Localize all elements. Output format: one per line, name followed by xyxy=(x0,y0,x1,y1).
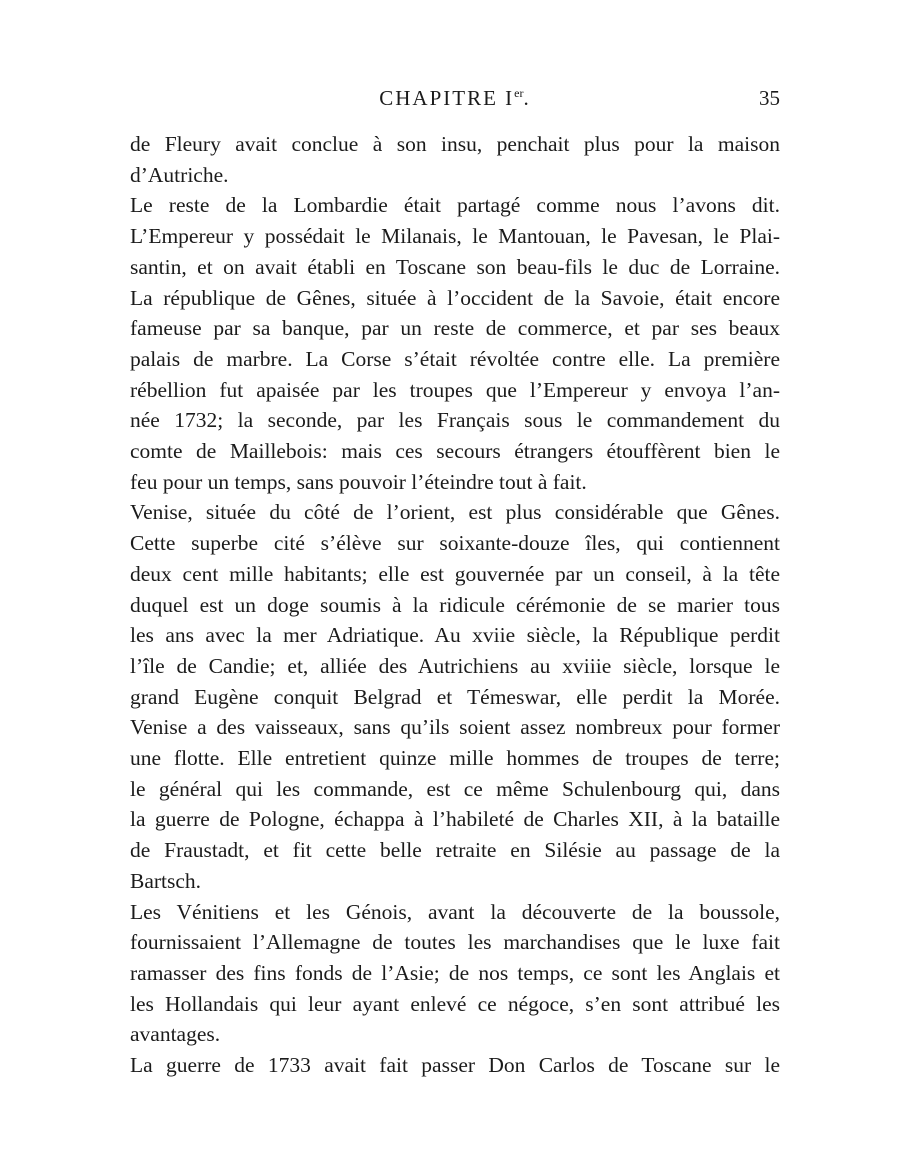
paragraph xyxy=(130,897,780,1051)
text-line: les Hollandais qui leur ayant enlevé ce négoce, s’en sont attribué les xyxy=(130,991,780,1016)
text-line: rébellion fut apaisée par les troupes que l’Empereur y envoya l’an- xyxy=(130,377,780,402)
running-head-superscript: er xyxy=(514,86,524,100)
text-line: comte de Maillebois: mais ces secours étrangers étouffèrent bien le xyxy=(130,439,780,464)
text-line: grand Eugène conquit Belgrad et Témeswar, elle perdit la Morée. xyxy=(130,684,780,709)
paragraph xyxy=(130,1050,780,1081)
text-line: une flotte. Elle entretient quinze mille hommes de troupes de terre; xyxy=(130,746,780,771)
text-line: fournissaient l’Allemagne de toutes les marchandises que le luxe fait xyxy=(130,930,780,955)
text-line: Venise a des vaisseaux, sans qu’ils soient assez nombreux pour former xyxy=(130,715,780,740)
text-line: fameuse par sa banque, par un reste de commerce, et par ses beaux xyxy=(130,316,780,341)
text-line: duquel est un doge soumis à la ridicule cérémonie de se marier tous xyxy=(130,592,780,617)
text-line: de Fraustadt, et fit cette belle retraite en Silésie au passage de la xyxy=(130,838,780,863)
text-line: Le reste de la Lombardie était partagé comme nous l’avons dit. xyxy=(130,193,780,218)
running-head-dot: . xyxy=(523,86,531,110)
text-line: la guerre de Pologne, échappa à l’habileté de Charles XII, à la bataille xyxy=(130,807,780,832)
text-line: La république de Gênes, située à l’occident de la Savoie, était encore xyxy=(130,285,780,310)
text-line: ramasser des fins fonds de l’Asie; de nos temps, ce sont les Anglais et xyxy=(130,960,780,985)
text-line: Bartsch. xyxy=(130,868,202,893)
text-line: Cette superbe cité s’élève sur soixante-douze îles, qui contiennent xyxy=(130,531,780,556)
text-line: de Fleury avait conclue à son insu, penchait plus pour la maison xyxy=(130,132,780,156)
text-line: d’Autriche. xyxy=(130,162,229,187)
text-line: avantages. xyxy=(130,1022,221,1047)
page-header xyxy=(130,86,780,118)
paragraph xyxy=(130,129,780,190)
text-line: les ans avec la mer Adriatique. Au xviie siècle, la République perdit xyxy=(130,623,780,648)
running-head-text: CHAPITRE I xyxy=(379,86,515,110)
text-line: La guerre de 1733 avait fait passer Don Carlos de Toscane sur le xyxy=(130,1053,780,1078)
text-line: palais de marbre. La Corse s’était révoltée contre elle. La première xyxy=(130,346,780,371)
text-line: deux cent mille habitants; elle est gouvernée par un conseil, à la tête xyxy=(130,561,780,586)
running-head xyxy=(130,86,780,111)
paragraph xyxy=(130,497,780,896)
text-line: Venise, située du côté de l’orient, est plus considérable que Gênes. xyxy=(130,500,780,525)
text-line: L’Empereur y possédait le Milanais, le Mantouan, le Pavesan, le Plai- xyxy=(130,224,780,249)
text-line: née 1732; la seconde, par les Français sous le commandement du xyxy=(130,408,780,433)
body-text xyxy=(130,129,780,1081)
text-line: santin, et on avait établi en Toscane son beau-fils le duc de Lorraine. xyxy=(130,254,780,279)
paragraph xyxy=(130,190,780,497)
text-line: le général qui les commande, est ce même Schulenbourg qui, dans xyxy=(130,776,780,801)
text-line: feu pour un temps, sans pouvoir l’éteindre tout à fait. xyxy=(130,469,587,494)
text-line: l’île de Candie; et, alliée des Autrichiens au xviiie siècle, lorsque le xyxy=(130,653,780,678)
text-line: Les Vénitiens et les Génois, avant la découverte de la boussole, xyxy=(130,899,780,924)
page-number: 35 xyxy=(759,86,780,110)
